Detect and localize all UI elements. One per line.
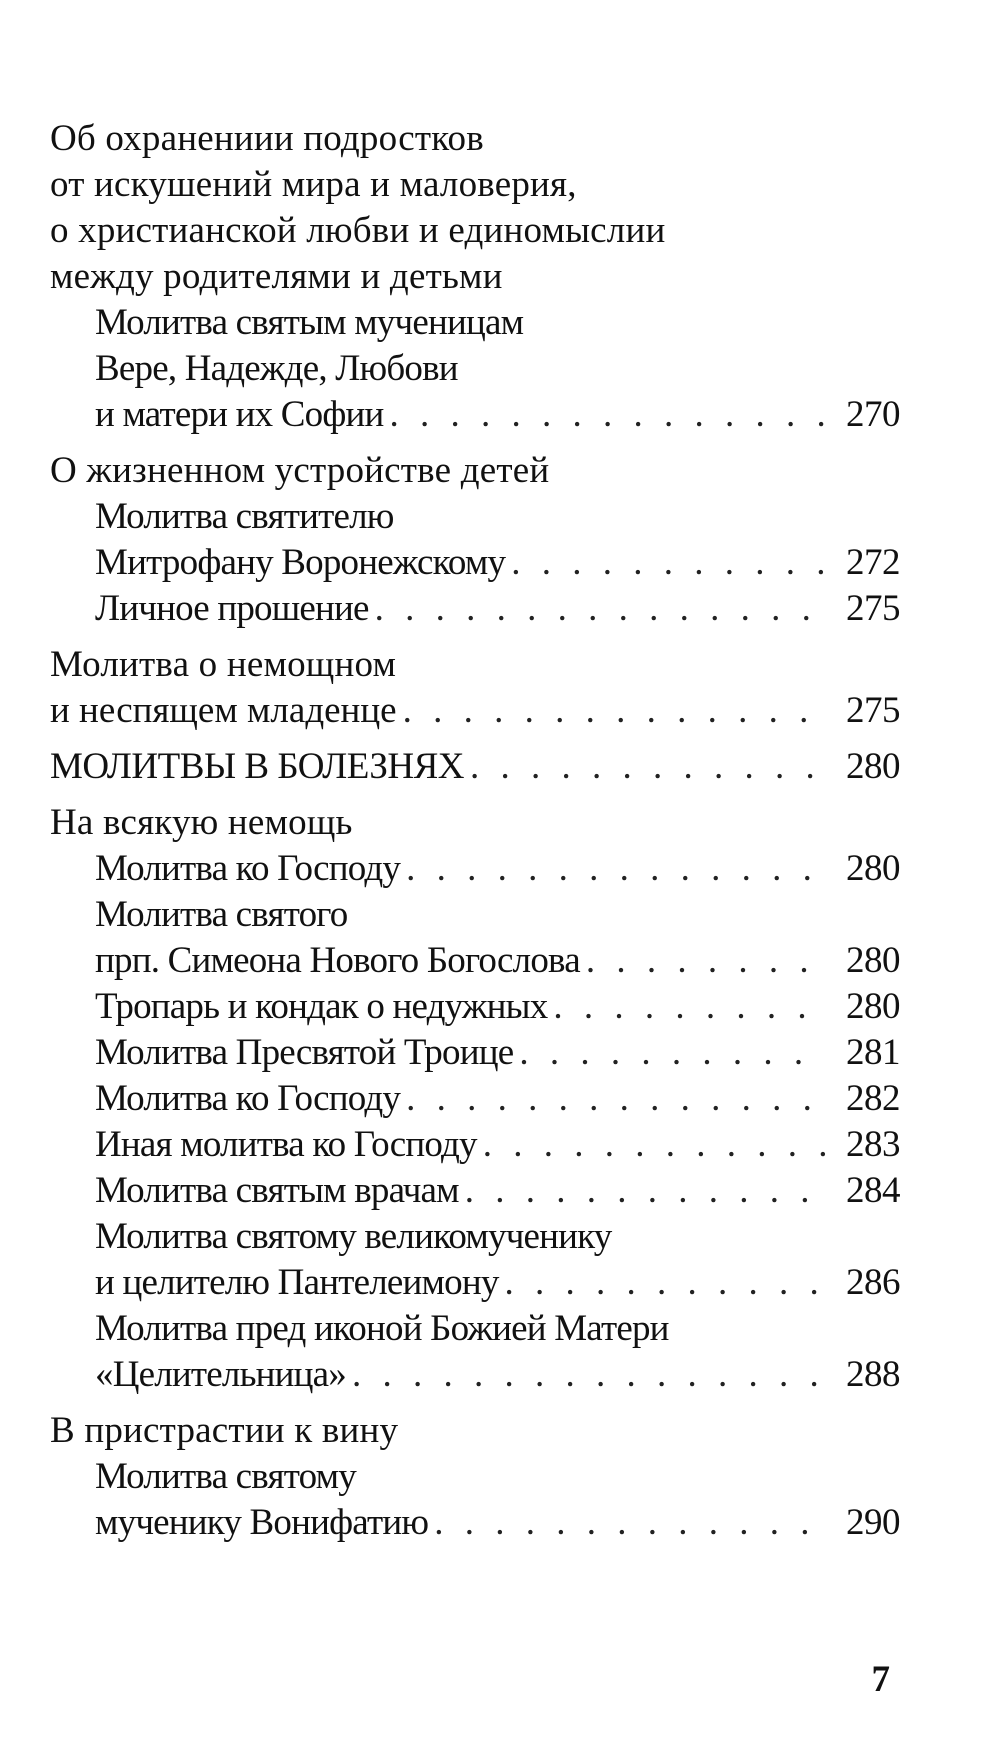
- page-number: 282: [846, 1078, 900, 1119]
- page-number: 288: [846, 1354, 900, 1395]
- entry-line: Молитва ко Господу: [95, 1078, 401, 1119]
- dot-leader: [352, 1352, 826, 1398]
- entry-line: Молитва ко Господу: [95, 848, 401, 889]
- dot-leader: [553, 984, 826, 1030]
- entry-line: прп. Симеона Нового Богослова: [95, 940, 580, 981]
- toc-entry[interactable]: [50, 642, 900, 734]
- dot-leader: [470, 744, 826, 790]
- page-number: 280: [846, 848, 900, 889]
- dot-leader: [465, 1168, 826, 1214]
- page-number: 280: [846, 986, 900, 1027]
- page-number: 290: [846, 1502, 900, 1543]
- toc-entry[interactable]: [50, 1122, 900, 1168]
- page-number: 281: [846, 1032, 900, 1073]
- toc-entry[interactable]: [50, 300, 900, 438]
- toc-entry[interactable]: [50, 984, 900, 1030]
- entry-line: Тропарь и кондак о недужных: [95, 986, 548, 1027]
- section-heading: В пристрастии к вину: [50, 1410, 399, 1451]
- dot-leader: [505, 1260, 826, 1306]
- dot-leader: [519, 1030, 826, 1076]
- entry-line: Молитва святого: [95, 894, 348, 935]
- entry-line: и целителю Пантелеимону: [95, 1262, 499, 1303]
- entry-line: Молитва Пресвятой Троице: [95, 1032, 514, 1073]
- dot-leader: [434, 1500, 826, 1546]
- entry-line: Молитва святым мученицам: [95, 302, 524, 343]
- toc-entry[interactable]: [50, 892, 900, 984]
- entry-line: Личное прошение: [95, 588, 369, 629]
- toc-entry[interactable]: [50, 1306, 900, 1398]
- entry-line: Вере, Надежде, Любови: [95, 348, 458, 389]
- heading-line: и неспящем младенце: [50, 690, 397, 731]
- page-number: 280: [846, 940, 900, 981]
- chapter-title: МОЛИТВЫ В БОЛЕЗНЯХ: [50, 746, 464, 787]
- toc-entry[interactable]: [50, 586, 900, 632]
- table-of-contents: [50, 116, 900, 1546]
- toc-entry[interactable]: [50, 846, 900, 892]
- entry-line: мученику Вонифатию: [95, 1502, 429, 1543]
- dot-leader: [511, 540, 826, 586]
- page-number: 280: [846, 746, 900, 787]
- heading-line: о христианской любви и единомыслии: [50, 210, 666, 251]
- entry-line: «Целительница»: [95, 1354, 346, 1395]
- toc-entry[interactable]: [50, 1454, 900, 1546]
- toc-entry[interactable]: [50, 494, 900, 586]
- toc-entry[interactable]: [50, 1030, 900, 1076]
- entry-line: Молитва святому великомученику: [95, 1216, 612, 1257]
- page-number: 286: [846, 1262, 900, 1303]
- page-number: 275: [846, 690, 900, 731]
- section-heading: О жизненном устройстве детей: [50, 450, 550, 491]
- page-number: 275: [846, 588, 900, 629]
- toc-entry[interactable]: [50, 1214, 900, 1306]
- dot-leader: [375, 586, 826, 632]
- dot-leader: [586, 938, 826, 984]
- dot-leader: [483, 1122, 826, 1168]
- heading-line: Молитва о немощном: [50, 644, 397, 685]
- dot-leader: [406, 1076, 826, 1122]
- page-number: 272: [846, 542, 900, 583]
- toc-entry[interactable]: [50, 1168, 900, 1214]
- entry-line: Иная молитва ко Господу: [95, 1124, 477, 1165]
- entry-line: Молитва святому: [95, 1456, 356, 1497]
- entry-line: и матери их Софии: [95, 394, 384, 435]
- page-number: 270: [846, 394, 900, 435]
- toc-entry[interactable]: [50, 744, 900, 790]
- page-number: 284: [846, 1170, 900, 1211]
- heading-line: от искушений мира и маловерия,: [50, 164, 577, 205]
- page-folio: 7: [871, 1659, 890, 1700]
- dot-leader: [406, 846, 826, 892]
- entry-line: Молитва пред иконой Божией Матери: [95, 1308, 669, 1349]
- section-heading: [50, 116, 900, 300]
- dot-leader: [403, 688, 826, 734]
- heading-line: Об охранениии подростков: [50, 118, 484, 159]
- entry-line: Молитва святым врачам: [95, 1170, 459, 1211]
- entry-line: Молитва святителю: [95, 496, 394, 537]
- dot-leader: [390, 392, 826, 438]
- heading-line: между родителями и детьми: [50, 256, 503, 297]
- page-number: 283: [846, 1124, 900, 1165]
- section-heading: На всякую немощь: [50, 802, 353, 843]
- entry-line: Митрофану Воронежскому: [95, 542, 506, 583]
- toc-entry[interactable]: [50, 1076, 900, 1122]
